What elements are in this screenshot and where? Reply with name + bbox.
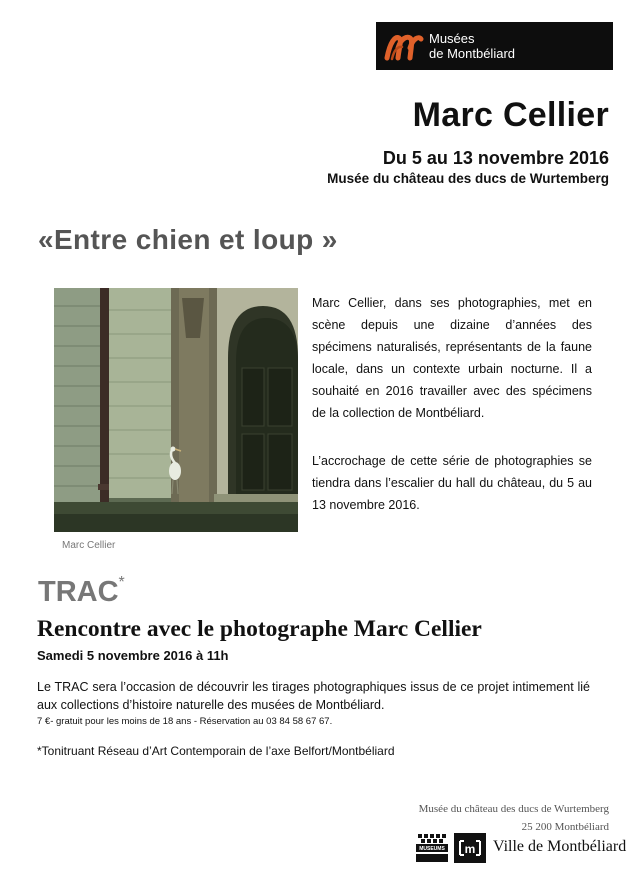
- page-title: Marc Cellier: [412, 96, 609, 134]
- intro-paragraph: Marc Cellier, dans ses photographies, met en scène depuis une dizaine d’années des spécimens naturalisés, représentants de la faune locale, dans un contexte urbain nocturne. Il a souhaité en 2016 travailler avec des spécimens de la collection de Montbéliard.: [312, 296, 592, 420]
- logo-line1: Musées: [429, 31, 475, 46]
- event-date: Samedi 5 novembre 2016 à 11h: [37, 648, 229, 663]
- ville-montbeliard-logo: Ville de Montbéliard: [493, 838, 627, 855]
- footer-address-line1: Musée du château des ducs de Wurtemberg: [418, 803, 609, 815]
- footer-address-line2: 25 200 Montbéliard: [521, 821, 609, 833]
- exhibition-photo: [54, 288, 298, 532]
- trac-label: TRAC: [38, 576, 119, 608]
- museums-logo-text: MUSEUMS: [419, 846, 445, 852]
- photo-credit: Marc Cellier: [62, 540, 116, 551]
- m-logo-text: m: [464, 842, 476, 856]
- exhibition-dates: Du 5 au 13 novembre 2016: [382, 148, 609, 168]
- trac-footnote: *Tonitruant Réseau d’Art Contemporain de l’axe Belfort/Montbéliard: [37, 744, 395, 758]
- exhibition-subtitle: «Entre chien et loup »: [38, 224, 338, 255]
- event-pricing: 7 €- gratuit pour les moins de 18 ans - Réservation au 03 84 58 67 67.: [37, 716, 333, 727]
- trac-heading: [38, 576, 125, 609]
- m-logo-icon: [384, 28, 424, 64]
- trac-asterisk: *: [118, 574, 125, 591]
- logo-line2: de Montbéliard: [429, 46, 515, 61]
- exhibition-venue: Musée du château des ducs de Wurtemberg: [327, 171, 609, 186]
- hanging-paragraph: L’accrochage de cette série de photographies se tiendra dans l’escalier du hall du château, du 5 au 13 novembre 2016.: [312, 454, 592, 512]
- m-square-logo: [454, 833, 486, 863]
- event-title: Rencontre avec le photographe Marc Cellier: [37, 616, 482, 642]
- logo-text: [429, 31, 515, 61]
- musees-logo: [376, 22, 613, 70]
- event-description: Le TRAC sera l’occasion de découvrir les tirages photographiques issus de ce projet intimement lié aux collections d’histoire naturelle des musées de Montbéliard.: [37, 680, 590, 712]
- museums-logo: [416, 832, 448, 862]
